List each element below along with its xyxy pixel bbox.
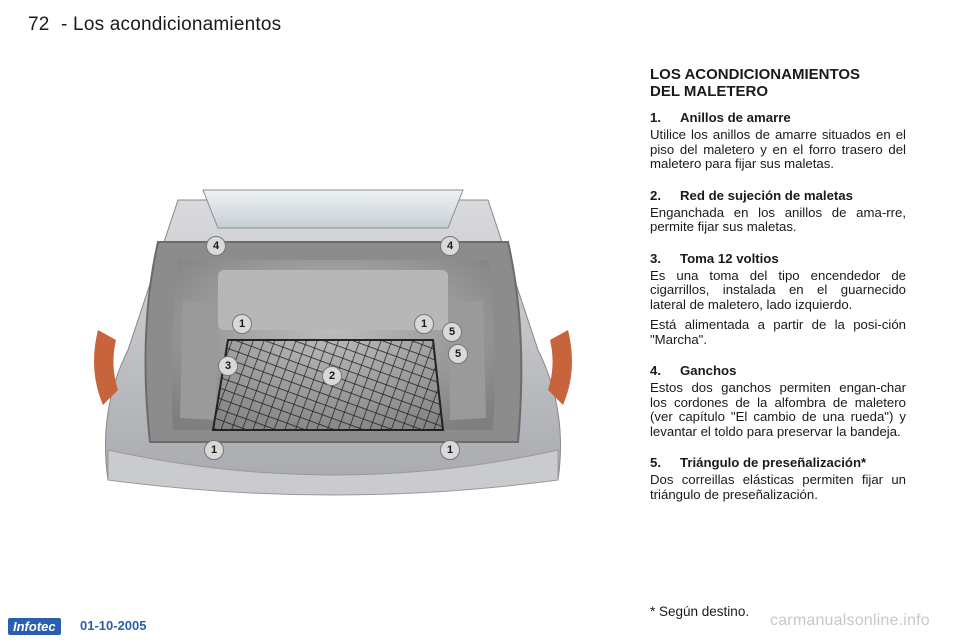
watermark: carmanualsonline.info — [770, 612, 930, 629]
section-3-body-1: Es una toma del tipo encendedor de cigarrillos, instalada en el guarnecido lateral de maletero, lado izquierdo. — [650, 267, 906, 312]
infotec-logo: Infotec — [8, 618, 61, 635]
section-2 — [650, 188, 906, 235]
section-1 — [650, 110, 906, 172]
trunk-illustration — [88, 180, 578, 510]
callout-1-right-upper: 1 — [414, 314, 434, 334]
section-5 — [650, 455, 906, 502]
callout-1-left-lower: 1 — [204, 440, 224, 460]
footer-date: 01-10-2005 — [80, 618, 147, 633]
section-2-body: Enganchada en los anillos de ama-rre, permite fijar sus maletas. — [650, 204, 906, 234]
section-4-heading: 4. Ganchos — [650, 363, 737, 378]
callout-1-left-upper: 1 — [232, 314, 252, 334]
page-number: 72 — [28, 14, 50, 35]
section-5-heading: 5. Triángulo de preseñalización* — [650, 455, 867, 470]
section-1-body: Utilice los anillos de amarre situados en el piso del maletero y en el forro trasero del maletero para fijar sus maletas. — [650, 127, 906, 171]
section-4-body: Estos dos ganchos permiten engan-char los cordones de la alfombra de maletero (ver capítulo "El cambio de una rueda") y levantar el toldo para preservar la bandeja. — [650, 380, 906, 439]
callout-3: 3 — [218, 356, 238, 376]
section-3-heading: 3. Toma 12 voltios — [650, 250, 779, 266]
section-title-line1: LOS ACONDICIONAMIENTOS — [650, 66, 861, 83]
trunk-drawing — [88, 180, 578, 510]
section-4 — [650, 363, 906, 439]
callout-1-right-lower: 1 — [440, 440, 460, 460]
callout-2: 2 — [322, 366, 342, 386]
page-header — [28, 14, 281, 36]
callout-4-left: 4 — [206, 236, 226, 256]
chapter-title: Los acondicionamientos — [73, 14, 282, 35]
section-title — [650, 66, 906, 100]
callout-4-right: 4 — [440, 236, 460, 256]
section-1-heading: 1. Anillos de amarre — [650, 110, 791, 125]
callout-5-lower: 5 — [448, 344, 468, 364]
section-3-body-2: Está alimentada a partir de la posi-ción "Marcha". — [650, 317, 906, 347]
header-separator: - — [61, 14, 68, 35]
section-title-line2: DEL MALETERO — [650, 83, 769, 100]
section-5-body: Dos correillas elásticas permiten fijar un triángulo de preseñalización. — [650, 472, 906, 502]
callout-5-upper: 5 — [442, 322, 462, 342]
section-3 — [650, 251, 906, 348]
section-2-heading: 2. Red de sujeción de maletas — [650, 187, 853, 203]
text-column — [650, 66, 906, 518]
footnote: * Según destino. — [650, 604, 750, 619]
